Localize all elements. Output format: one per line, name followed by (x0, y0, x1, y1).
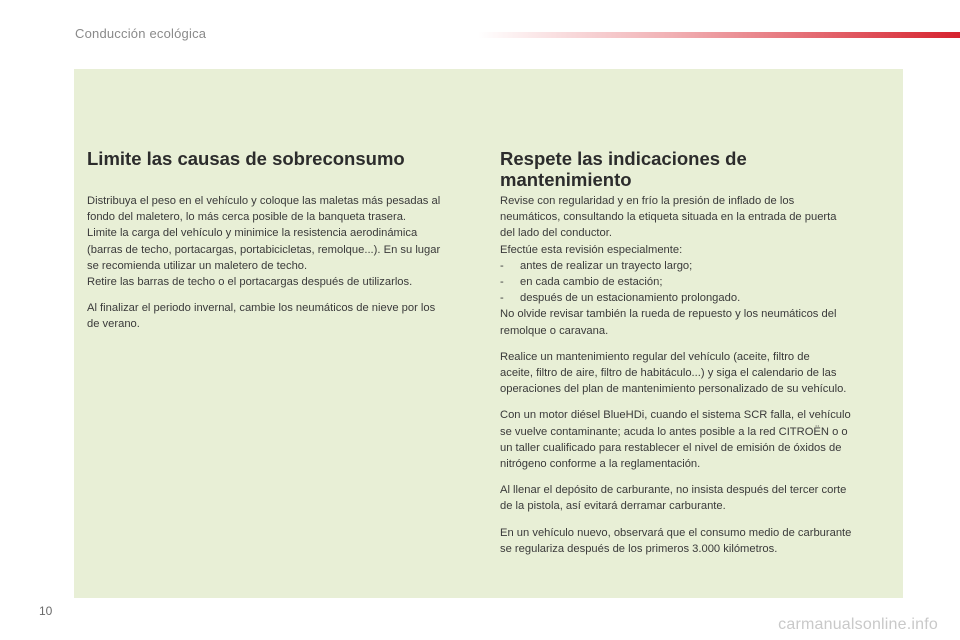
left-text (87, 193, 482, 333)
text-line: fondo del maletero, lo más cerca posible de la banqueta trasera. (87, 211, 407, 224)
right-text (500, 193, 892, 557)
text-line: En un vehículo nuevo, observará que el consumo medio de carburante (500, 526, 852, 539)
right-paragraph-2 (500, 349, 892, 398)
text-line: remolque o caravana. (500, 324, 609, 337)
text-line: Retire las barras de techo o el portacargas después de utilizarlos. (87, 276, 413, 289)
right-paragraph-5 (500, 525, 892, 557)
list-item (500, 258, 892, 274)
left-paragraph-1 (87, 193, 482, 290)
list-item (500, 290, 892, 306)
right-heading (500, 148, 892, 190)
right-paragraph-1 (500, 193, 892, 258)
right-paragraph-3 (500, 407, 892, 472)
text-line: Al finalizar el periodo invernal, cambie los neumáticos de nieve por los (87, 302, 436, 315)
text-line: nitrógeno conforme a la reglamentación. (500, 458, 701, 471)
text-line: aceite, filtro de aire, filtro de habitáculo...) y siga el calendario de las (500, 367, 837, 380)
bullet-marker: - (500, 276, 504, 289)
text-line: del lado del conductor. (500, 227, 612, 240)
right-paragraph-1-continued (500, 306, 892, 338)
heading-line: mantenimiento (500, 169, 632, 190)
text-line: Al llenar el depósito de carburante, no insista después del tercer corte (500, 484, 847, 497)
bullet-text: antes de realizar un trayecto largo; (520, 259, 693, 272)
text-line: Realice un mantenimiento regular del vehículo (aceite, filtro de (500, 350, 810, 363)
text-line: se regulariza después de los primeros 3.000 kilómetros. (500, 542, 778, 555)
text-line: Con un motor diésel BlueHDi, cuando el sistema SCR falla, el vehículo (500, 409, 851, 422)
text-line: No olvide revisar también la rueda de repuesto y los neumáticos del (500, 308, 837, 321)
section-title: Conducción ecológica (75, 26, 207, 41)
text-line: Distribuya el peso en el vehículo y coloque las maletas más pesadas al (87, 195, 441, 207)
heading-line: Respete las indicaciones de (500, 148, 747, 169)
content-panel (74, 69, 903, 598)
text-line: Revise con regularidad y en frío la presión de inflado de los (500, 195, 795, 207)
text-line: operaciones del plan de mantenimiento personalizado de su vehículo. (500, 383, 847, 396)
bullet-marker: - (500, 259, 504, 272)
text-line: (barras de techo, portacargas, portabicicletas, remolque...). En su lugar (87, 243, 441, 256)
left-heading: Limite las causas de sobreconsumo (87, 148, 405, 169)
text-line: neumáticos, consultando la etiqueta situada en la entrada de puerta (500, 211, 837, 224)
page-number: 10 (39, 604, 53, 618)
bullet-marker: - (500, 292, 504, 305)
watermark: carmanualsonline.info (778, 616, 938, 633)
text-line: de la pistola, así evitará derramar carburante. (500, 500, 726, 513)
text-line: se vuelve contaminante; acuda lo antes posible a la red CITROËN o o (500, 425, 848, 438)
bullet-text: después de un estacionamiento prolongado. (520, 292, 741, 305)
text-line: se recomienda utilizar un maletero de techo. (87, 259, 308, 272)
header-accent-bar (478, 32, 960, 38)
text-line: de verano. (87, 318, 140, 331)
left-paragraph-2 (87, 300, 482, 332)
bullet-text: en cada cambio de estación; (520, 276, 663, 289)
text-line: Limite la carga del vehículo y minimice la resistencia aerodinámica (87, 227, 418, 240)
text-line: Efectúe esta revisión especialmente: (500, 243, 683, 256)
list-item (500, 274, 892, 290)
text-line: un taller cualificado para restablecer el nivel de emisión de óxidos de (500, 441, 842, 454)
right-paragraph-4 (500, 482, 892, 514)
